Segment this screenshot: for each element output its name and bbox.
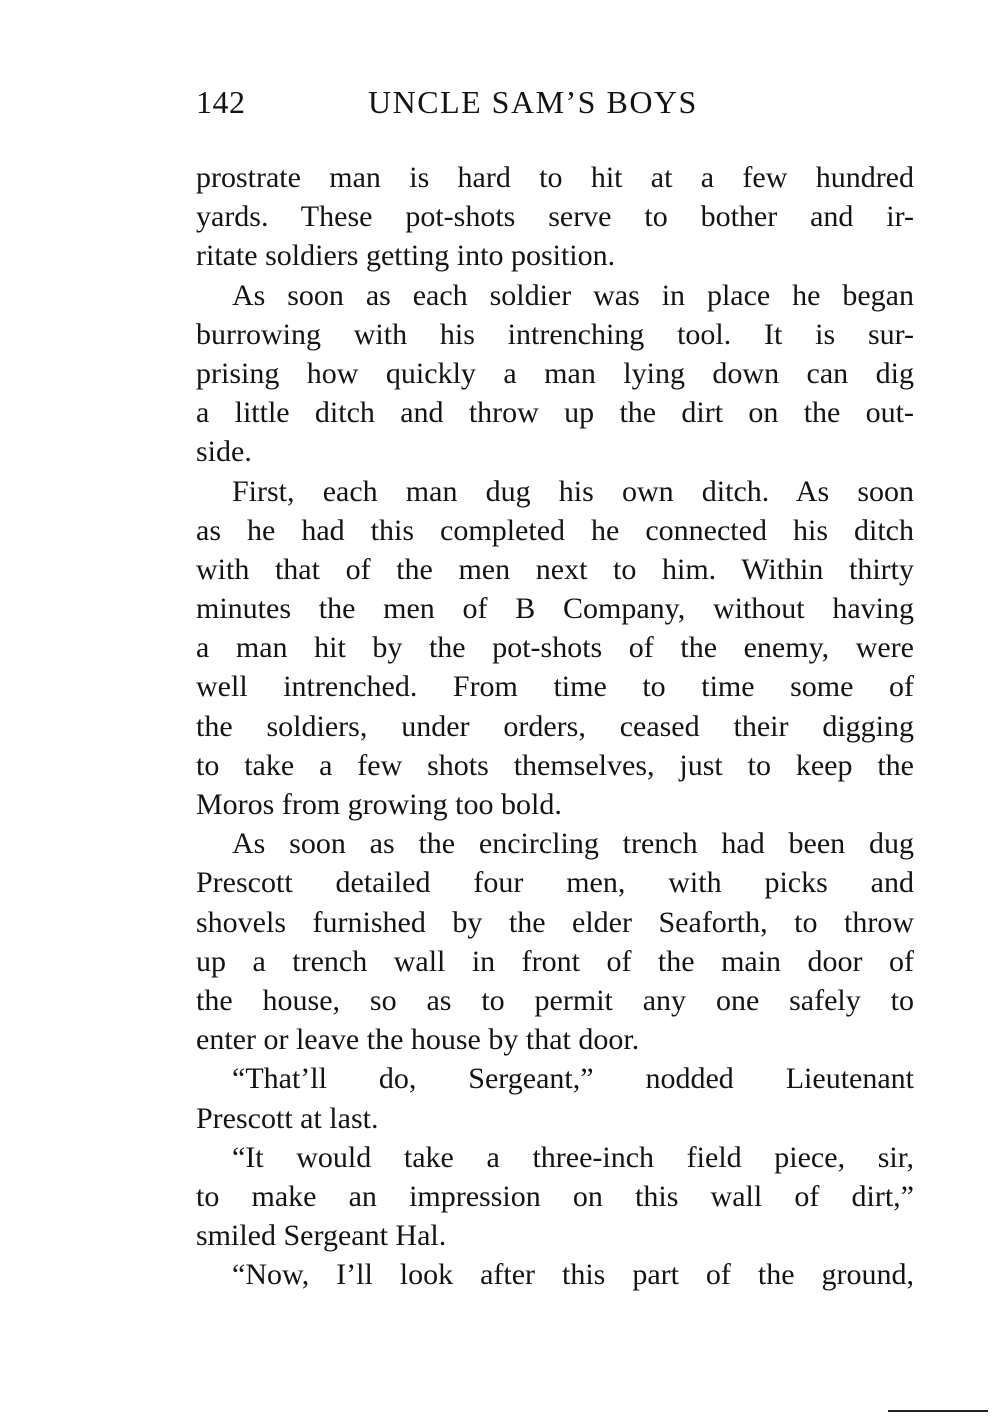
body-text: [196, 158, 914, 1294]
text-line: with that of the men next to him. Within thirty: [196, 552, 914, 586]
text-line: Moros from growing too bold.: [196, 788, 562, 821]
text-line: well intrenched. From time to time some of: [196, 670, 914, 704]
page-header: [196, 82, 756, 122]
text-line: as he had this completed he connected his ditch: [196, 513, 914, 547]
text-line: As soon as each soldier was in place he began: [232, 278, 914, 312]
text-line: shovels furnished by the elder Seaforth, to throw: [196, 905, 914, 939]
text-line: side.: [196, 435, 252, 469]
footer-rule: [888, 1410, 988, 1412]
text-line: the house, so as to permit any one safely to: [196, 983, 914, 1017]
text-line: As soon as the encircling trench had been dug: [232, 827, 914, 861]
text-line: up a trench wall in front of the main door of: [196, 944, 914, 978]
text-line: to take a few shots themselves, just to keep the: [196, 748, 914, 782]
text-line: ritate soldiers getting into position.: [196, 239, 616, 273]
text-line: “It would take a three-inch field piece, sir,: [232, 1140, 914, 1174]
running-head: UNCLE SAM’S BOYS: [368, 84, 698, 120]
text-line: Prescott at last.: [196, 1101, 379, 1135]
text-line: yards. These pot-shots serve to bother and ir-: [196, 200, 914, 234]
text-line: prostrate man is hard to hit at a few hundred: [196, 161, 914, 194]
text-line: Prescott detailed four men, with picks and: [196, 866, 914, 900]
text-line: prising how quickly a man lying down can dig: [196, 356, 914, 390]
text-line: a little ditch and throw up the dirt on the out-: [196, 396, 914, 430]
text-line: enter or leave the house by that door.: [196, 1023, 640, 1057]
text-line: smiled Sergeant Hal.: [196, 1219, 447, 1253]
text-line: the soldiers, under orders, ceased their digging: [196, 709, 914, 743]
text-line: a man hit by the pot-shots of the enemy, were: [196, 631, 914, 665]
text-line: “That’ll do, Sergeant,” nodded Lieutenant: [232, 1062, 914, 1096]
text-line: to make an impression on this wall of dirt,”: [196, 1179, 914, 1213]
text-line: “Now, I’ll look after this part of the ground,: [232, 1258, 914, 1292]
text-line: minutes the men of B Company, without having: [196, 592, 914, 626]
text-line: burrowing with his intrenching tool. It is sur-: [196, 317, 914, 351]
page-number: 142: [196, 84, 246, 120]
text-line: First, each man dug his own ditch. As soon: [232, 474, 914, 508]
